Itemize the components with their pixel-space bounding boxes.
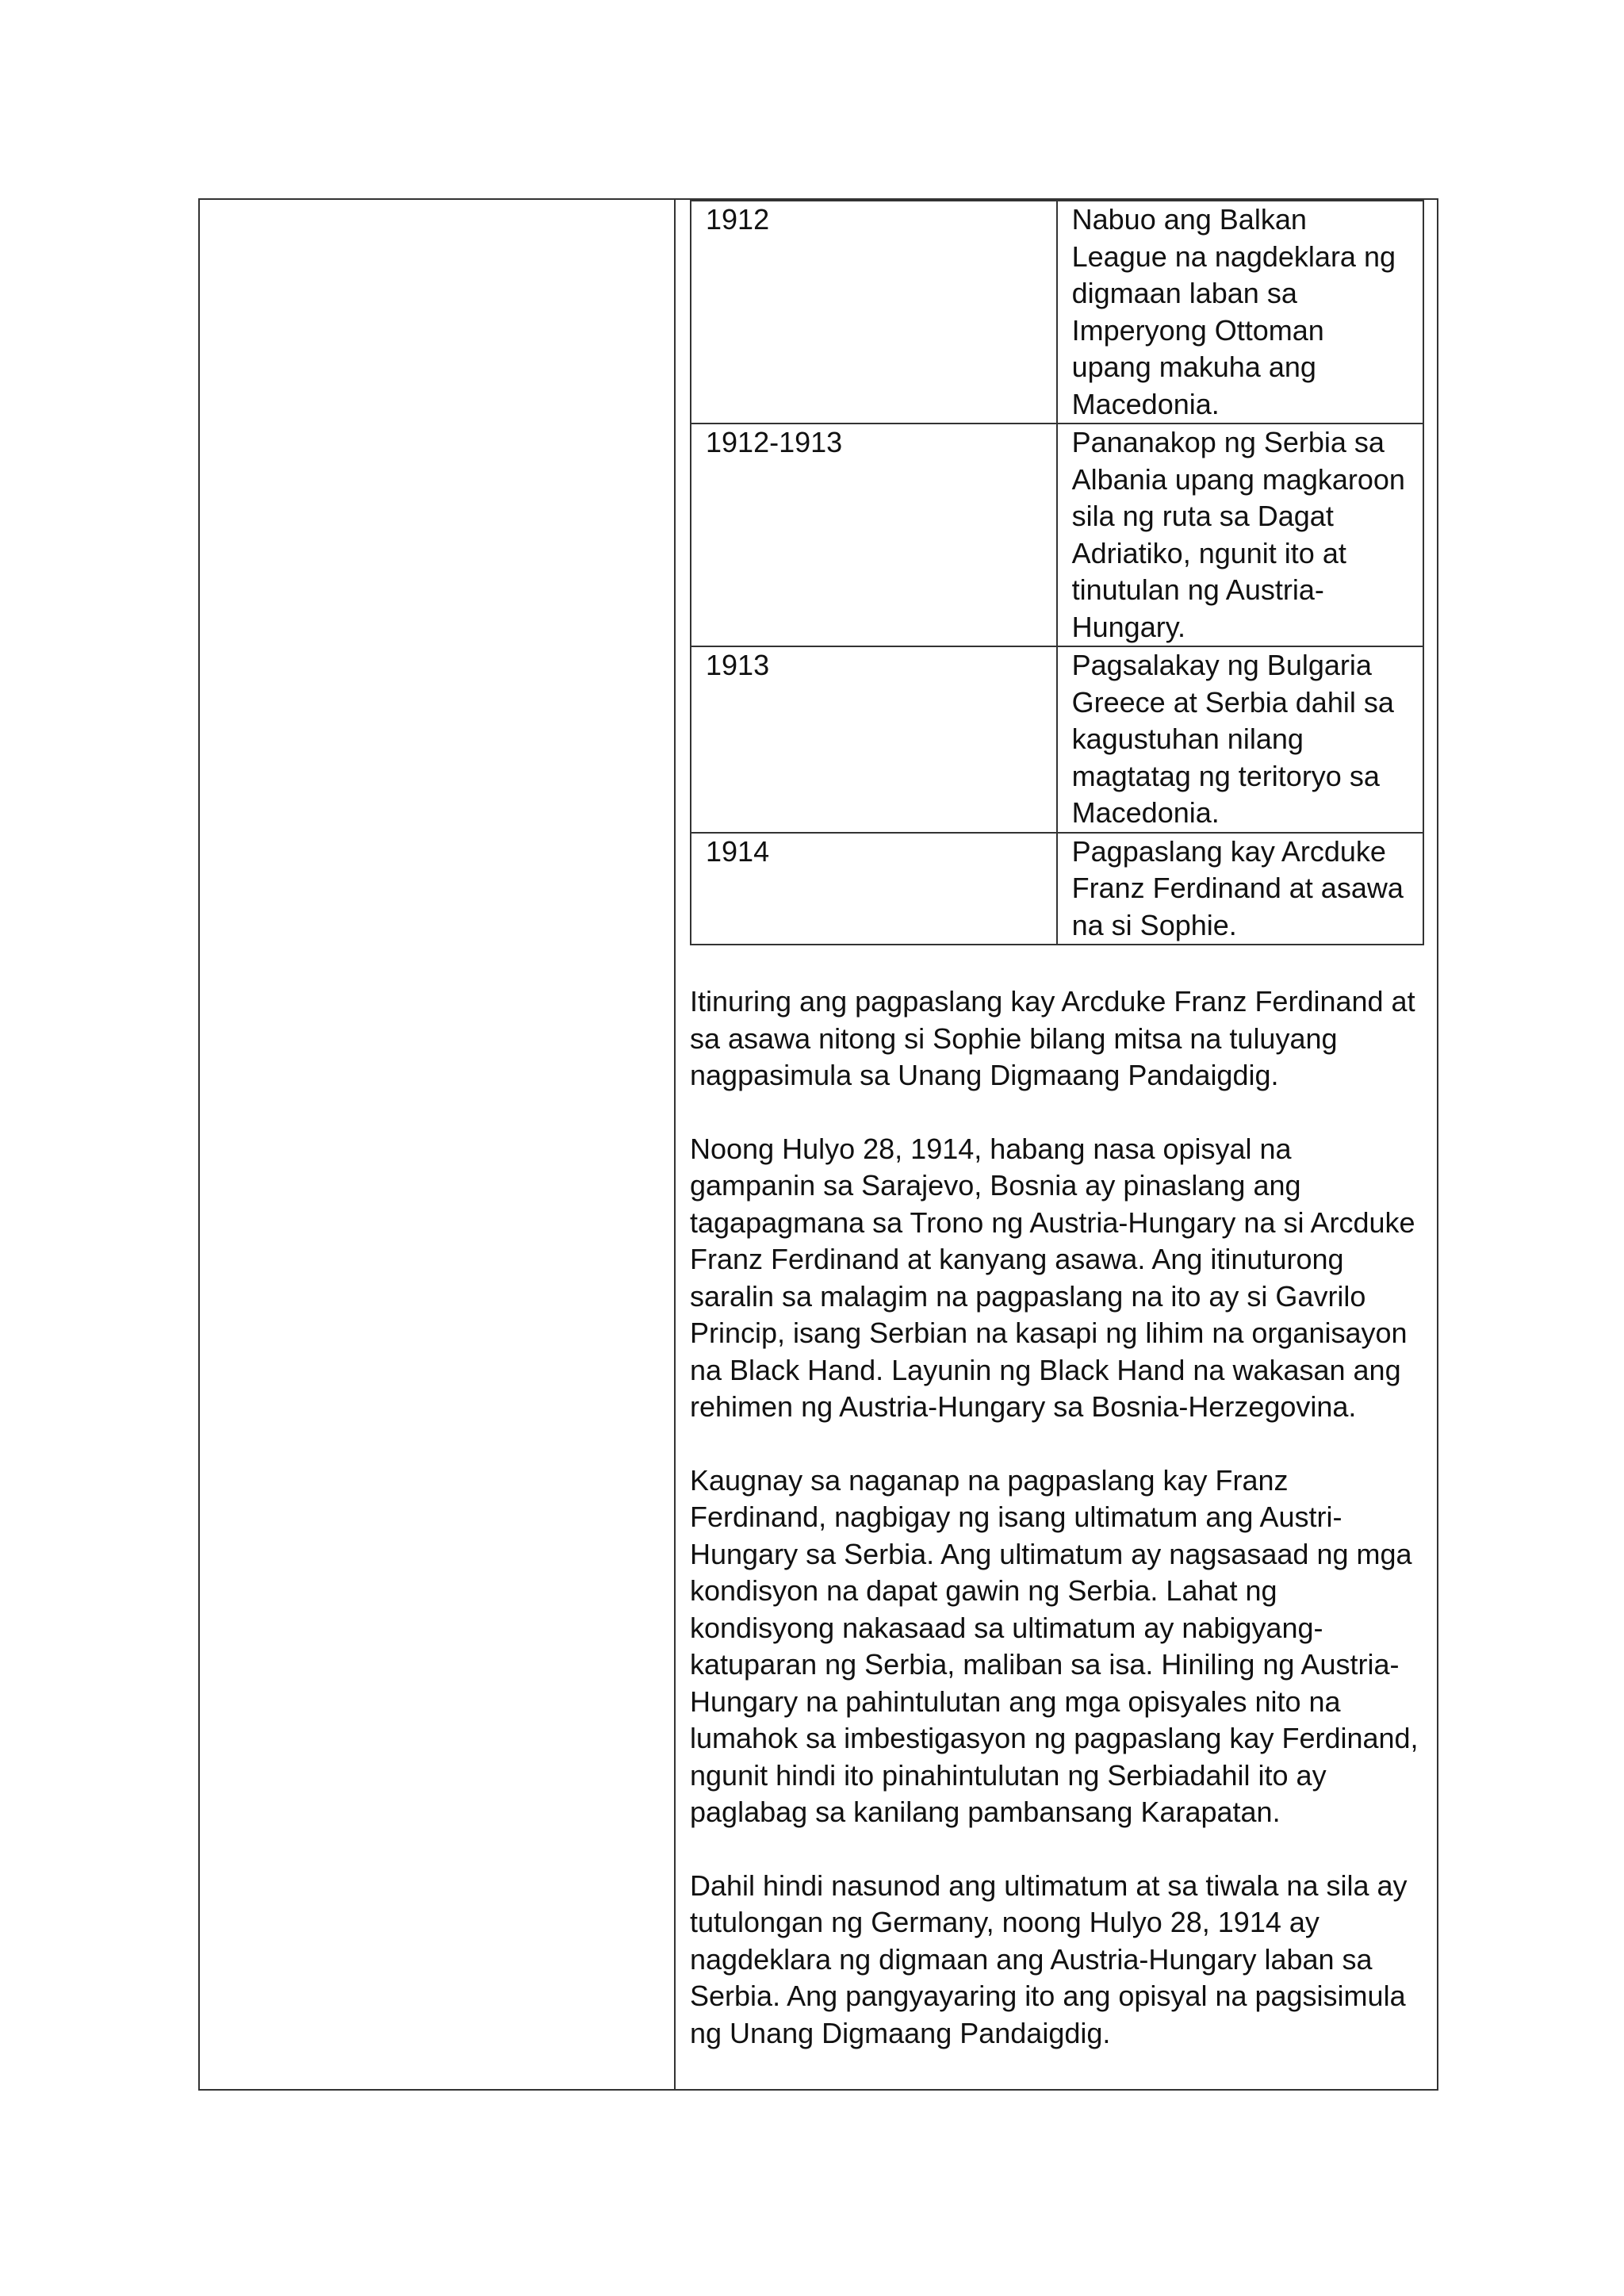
table-row bbox=[691, 424, 1423, 646]
year-cell: 1914 bbox=[691, 833, 1057, 945]
table-row bbox=[691, 646, 1423, 833]
event-cell: Pagsalakay ng Bulgaria Greece at Serbia dahil sa kagustuhan nilang magtatag ng teritoryo sa Macedonia. bbox=[1057, 646, 1423, 833]
table-row bbox=[691, 201, 1423, 424]
left-column-cell bbox=[200, 200, 672, 2089]
right-column-cell bbox=[690, 200, 1424, 2052]
body-paragraph: Kaugnay sa naganap na pagpaslang kay Franz Ferdinand, nagbigay ng isang ultimatum ang Austri-Hungary sa Serbia. Ang ultimatum ay nagsasaad ng mga kondisyon na dapat gawin ng Serbia. Lahat ng kondisyong nakasaad sa ultimatum ay nabigyang-katuparan ng Serbia, maliban sa isa. Hiniling ng Austria-Hungary na pahintulutan ang mga opisyales nito na lumahok sa imbestigasyon ng pagpaslang kay Ferdinand, ngunit hindi ito pinahintulutan ng Serbiadahil ito ay paglabag sa kanilang pambansang Karapatan. bbox=[690, 1463, 1419, 1828]
event-cell: Nabuo ang Balkan League na nagdeklara ng digmaan laban sa Imperyong Ottoman upang makuha ang Macedonia. bbox=[1057, 201, 1423, 424]
body-paragraph: Itinuring ang pagpaslang kay Arcduke Franz Ferdinand at sa asawa nitong si Sophie bilang mitsa na tuluyang nagpasimula sa Unang Digmaang Pandaigdig. bbox=[690, 985, 1415, 1091]
table-row bbox=[691, 833, 1423, 945]
event-cell: Pagpaslang kay Arcduke Franz Ferdinand at asawa na si Sophie. bbox=[1057, 833, 1423, 945]
year-cell: 1913 bbox=[691, 646, 1057, 833]
timeline-table bbox=[690, 200, 1424, 945]
event-cell: Pananakop ng Serbia sa Albania upang magkaroon sila ng ruta sa Dagat Adriatiko, ngunit ito at tinutulan ng Austria-Hungary. bbox=[1057, 424, 1423, 646]
body-paragraph: Noong Hulyo 28, 1914, habang nasa opisyal na gampanin sa Sarajevo, Bosnia ay pinaslang ang tagapagmana sa Trono ng Austria-Hungary na si Arcduke Franz Ferdinand at kanyang asawa. Ang itinuturong saralin sa malagim na pagpaslang na ito ay si Gavrilo Princip, isang Serbian na kasapi ng lihim na organisayon na Black Hand. Layunin ng Black Hand na wakasan ang rehimen ng Austria-Hungary sa Bosnia-Herzegovina. bbox=[690, 1132, 1415, 1423]
year-cell: 1912 bbox=[691, 201, 1057, 424]
body-paragraph: Dahil hindi nasunod ang ultimatum at sa tiwala na sila ay tutulongan ng Germany, noong Hulyo 28, 1914 ay nagdeklara ng digmaan ang Austria-Hungary laban sa Serbia. Ang pangyayaring ito ang opisyal na pagsisimula ng Unang Digmaang Pandaigdig. bbox=[690, 1869, 1408, 2049]
column-divider bbox=[674, 198, 676, 2091]
year-cell: 1912-1913 bbox=[691, 424, 1057, 646]
